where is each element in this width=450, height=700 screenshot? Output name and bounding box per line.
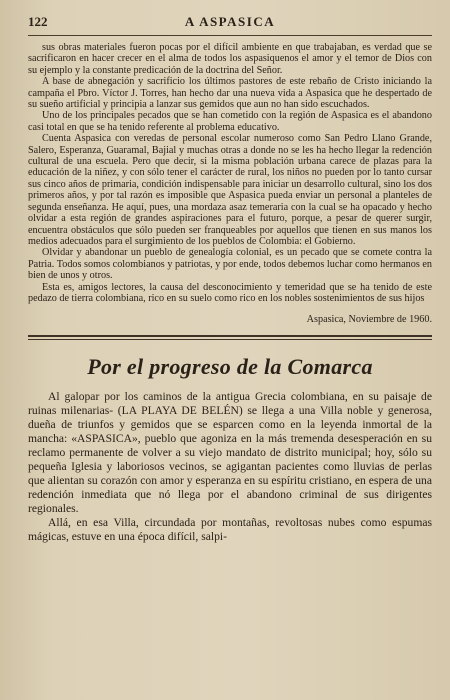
running-header [28,14,432,36]
paragraph: A base de abnegación y sacrificio los últimos pastores de este rebaño de Cristo iniciando la campaña el Pbro. Víctor J. Torres, han hecho dar una nueva vida a Aspasica que he despertado de su sueño artificial y principia a lanzar sus gemidos que aun no han sido escuchados. [28,76,432,111]
paragraph: Uno de los principales pecados que se han cometido con la región de Aspasica es el abandono casi total en que se ha tenido referente al problema educativo. [28,110,432,133]
previous-article-body [28,42,432,304]
article-body [28,390,432,544]
paragraph: Cuenta Aspasica con veredas de personal escolar numeroso como San Pedro Llano Grande, Salero, Esperanza, Guaramal, Bajial y muchas otras a donde no se les ha hecho llegar la redención cultural de una escuela. Pero que decir, si la misma población urbana carece de plazas para la educación de la niñez, y con sólo tener el carácter de rural, los niños no pueden por lo tanto cursar sus cinco años de primaria, condición indispensable para iniciar un desarrollo cultural, sino los dos primeros años, y por tal razón es imposible que Aspasica pueda enviar un personal a planteles de segunda enseñanza. He aquí, pues, una mordaza asaz temeraria con la cual se ha opacado y hecho olvidar a esta región de grandes aspiraciones para el futuro, porque, a pesar de querer surgir, encuentra obstáculos que sólo pueden ser franqueables por aquellos que tienen en sus manos los medios adecuados para el surgimiento de los pueblos de Colombia: el Gobierno. [28,133,432,247]
paragraph: Olvidar y abandonar un pueblo de genealogía colonial, es un pecado que se comete contra la Patria. Todos somos colombianos y patriotas, y por ende, todos debemos luchar como hermanos en bien de unos y otros. [28,247,432,282]
paragraph: Al galopar por los caminos de la antigua Grecia colombiana, en su paisaje de ruinas milenarias- (LA PLAYA DE BELÉN) se llega a una Villa noble y generosa, dueña de triunfos y gemidos que se esparcen como en la leyenda inmortal de la mancha: «ASPASICA», pueblo que agoniza en la más tremenda desesperación en su reclamo permanente de volver a su viejo mandato de distrito municipal; hoy, sólo su pequeña Iglesia y laboriosos vecinos, se agigantan pacientes como lluvias de perlas que alientan su corazón con amor y esperanza en su espíritu cristiano, en espera de una redención inmediata que nó llega por el abandono criminal de sus dirigentes regionales. [28,390,432,516]
paragraph: Allá, en esa Villa, circundada por montañas, revoltosas nubes como espumas mágicas, estuve en una época difícil, salpi- [28,516,432,544]
page-number: 122 [28,14,48,29]
paragraph: Esta es, amigos lectores, la causa del desconocimiento y temeridad que se ha tenido de este pedazo de tierra colombiana, rico en su suelo como rico en los nobles sostenimientos de sus hijos [28,281,432,304]
section-divider-thin [28,339,432,340]
paragraph: sus obras materiales fueron pocas por el difícil ambiente en que trabajaban, es verdad que se sacrificaron en hacer crecer en el alma de todos los aspasiquenos el amor y el temor de Dios con su ejemplo y la constante predicación de la doctrina del Señor. [28,42,432,76]
article-headline: Por el progreso de la Comarca [87,354,373,380]
section-divider [28,335,432,337]
running-title: A ASPASICA [184,14,276,29]
signoff-date: Aspasica, Noviembre de 1960. [306,314,432,326]
